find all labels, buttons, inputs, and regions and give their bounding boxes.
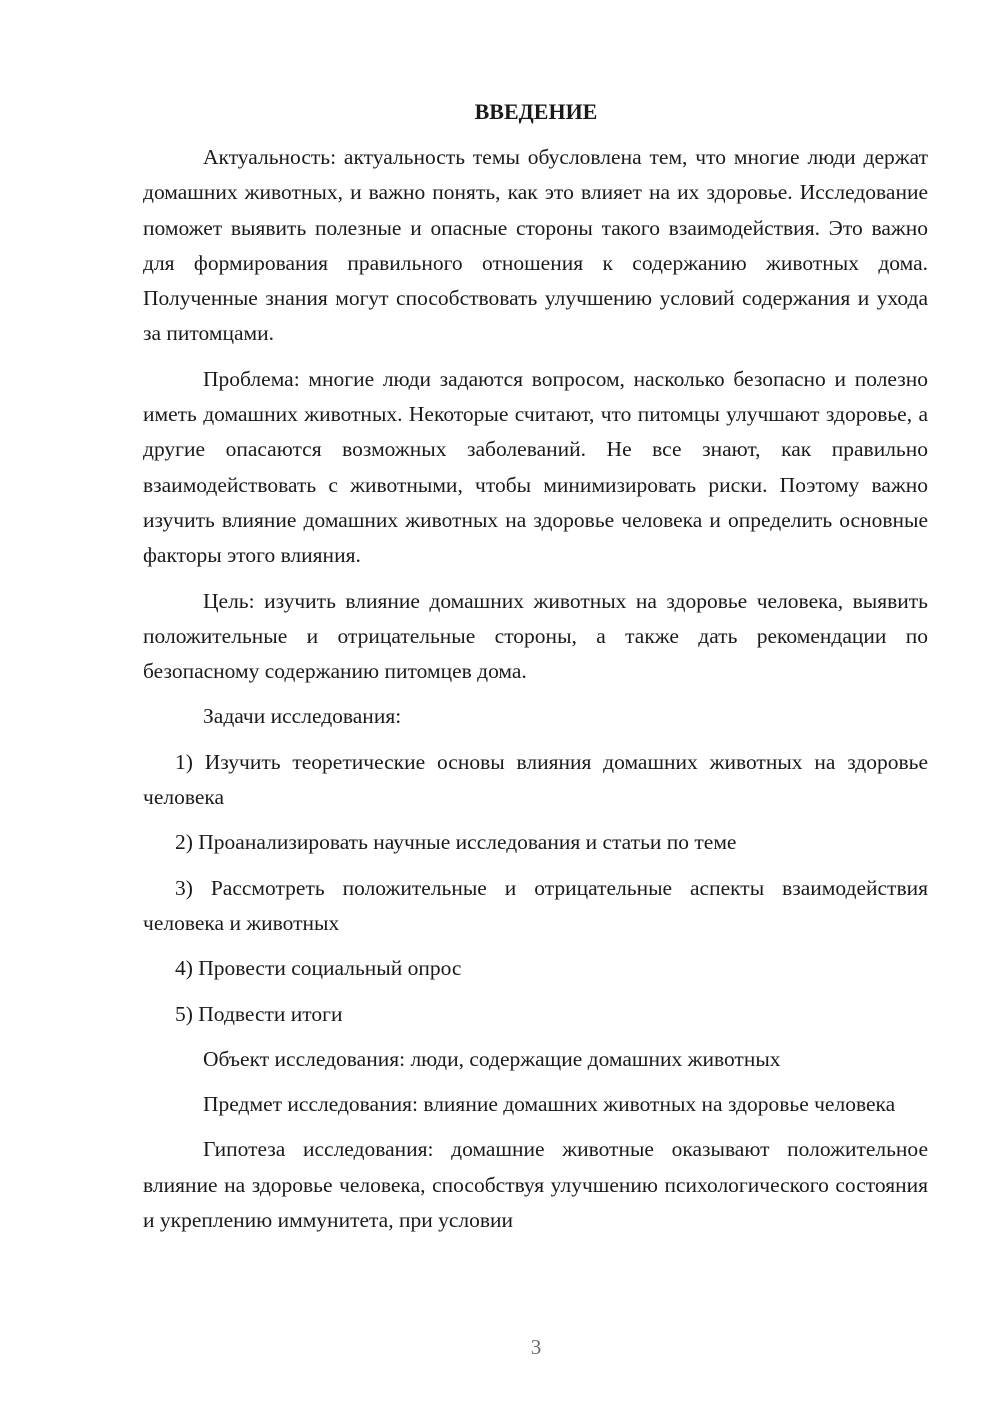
page-title: ВВЕДЕНИЕ [474,99,598,124]
tasks-heading: Задачи исследования: [203,704,402,729]
task-item-3: 3) Рассмотреть положительные и отрицательные аспекты взаимодействия человека и животных [143,875,928,935]
task-item-5: 5) Подвести итоги [175,1001,343,1026]
task-item-4: 4) Провести социальный опрос [175,956,462,981]
paragraph-hypothesis: Гипотеза исследования: домашние животные оказывают положительное влияние на здоровье человека, способствуя улучшению психологического состояния и укреплению иммунитета, при условии [143,1137,928,1233]
paragraph-subject: Предмет исследования: влияние домашних животных на здоровье человека [203,1092,896,1117]
paragraph-relevance: Актуальность: актуальность темы обусловлена тем, что многие люди держат домашних животных, и важно понять, как это влияет на их здоровье. Исследование поможет выявить полезные и опасные стороны такого взаимодействия. Это важно для формирования правильного отношения к содержанию животных дома. Полученные знания могут способствовать улучшению условий содержания и ухода за питомцами. [143,145,928,346]
page-number: 3 [530,1335,542,1359]
paragraph-object: Объект исследования: люди, содержащие домашних животных [203,1046,781,1071]
task-item-2: 2) Проанализировать научные исследования и статьи по теме [175,830,737,855]
task-item-1: 1) Изучить теоретические основы влияния домашних животных на здоровье человека [143,749,928,810]
paragraph-problem: Проблема: многие люди задаются вопросом, насколько безопасно и полезно иметь домашних животных. Некоторые считают, что питомцы улучшают здоровье, а другие опасаются возможных заболеваний. Не все знают, как правильно взаимодействовать с животными, чтобы минимизировать риски. Поэтому важно изучить влияние домашних животных на здоровье человека и определить основные факторы этого влияния. [143,366,928,568]
paragraph-goal: Цель: изучить влияние домашних животных на здоровье человека, выявить положительные и отрицательные стороны, а также дать рекомендации по безопасному содержанию питомцев дома. [143,588,928,684]
document-body [143,140,928,1238]
